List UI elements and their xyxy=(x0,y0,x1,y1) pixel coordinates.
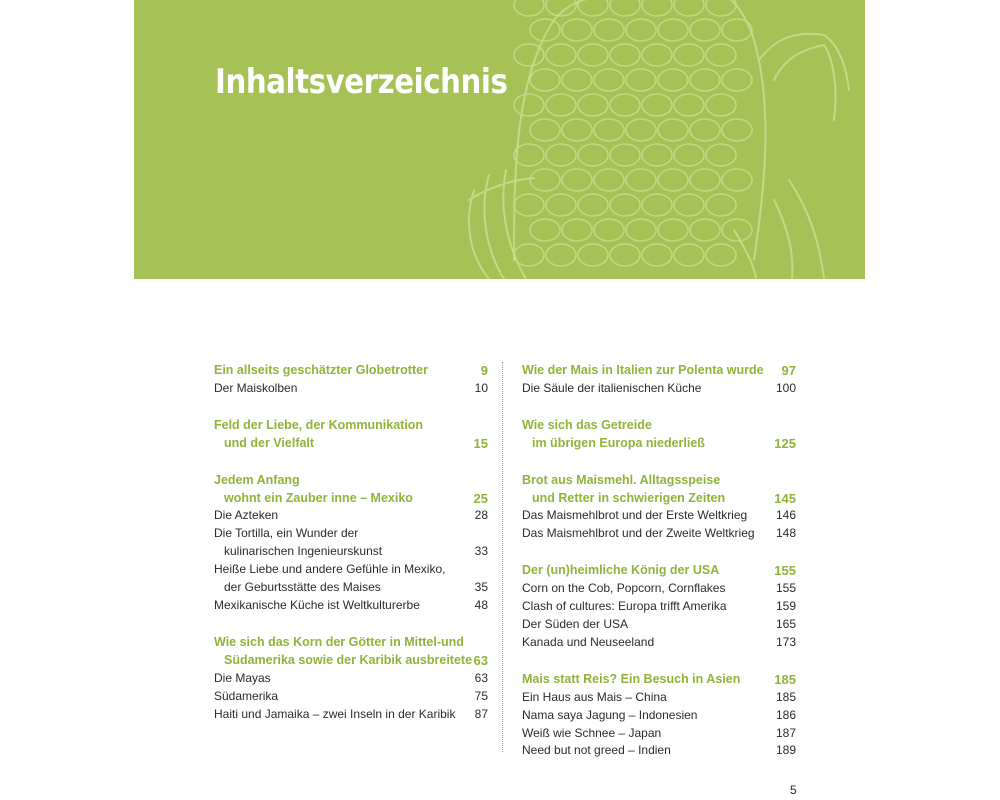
toc-entry xyxy=(522,507,796,525)
toc-entry xyxy=(522,689,796,707)
toc-page-number: 25 xyxy=(473,490,488,506)
header-banner xyxy=(134,0,865,279)
toc-page-number: 148 xyxy=(775,526,796,541)
toc-page-number: 75 xyxy=(474,688,488,703)
toc-entry-title: wohnt ein Zauber inne – Mexiko xyxy=(224,490,413,505)
toc-entry-title: Wie sich das Getreide xyxy=(522,417,652,432)
toc-page-number: 35 xyxy=(474,580,488,595)
toc-section xyxy=(522,362,796,398)
toc-page-number: 145 xyxy=(774,490,796,506)
toc-entry-title: Mexikanische Küche ist Weltkulturerbe xyxy=(214,597,420,612)
toc-entry xyxy=(214,706,488,724)
toc-page-number: 155 xyxy=(774,563,796,579)
page-title: Inhaltsverzeichnis xyxy=(215,62,508,102)
toc-entry-title: Das Maismehlbrot und der Erste Weltkrieg xyxy=(522,508,748,523)
toc-entry-title: Die Säule der italienischen Küche xyxy=(522,380,702,395)
toc-chapter-heading xyxy=(522,671,796,689)
toc-section xyxy=(522,472,796,544)
toc-entry-title: Clash of cultures: Europa trifft Amerika xyxy=(522,599,727,614)
toc-chapter-heading xyxy=(522,562,796,580)
toc-chapter-heading xyxy=(214,417,488,435)
toc-entry-title: im übrigen Europa niederließ xyxy=(532,435,705,450)
toc-entry-title: kulinarischen Ingenieurskunst xyxy=(224,544,383,559)
toc-section xyxy=(522,671,796,761)
toc-entry-title: Mais statt Reis? Ein Besuch in Asien xyxy=(522,671,741,686)
toc-entry xyxy=(214,597,488,615)
toc-entry-title: Das Maismehlbrot und der Zweite Weltkrieg xyxy=(522,526,755,541)
page-number: 5 xyxy=(790,783,797,797)
toc-entry-title: Südamerika xyxy=(214,688,279,703)
toc-entry xyxy=(214,670,488,688)
toc-chapter-heading xyxy=(214,634,488,652)
toc-entry-title: Südamerika sowie der Karibik ausbreitete xyxy=(224,652,473,667)
toc-entry xyxy=(214,543,488,561)
toc-entry-title: der Geburtsstätte des Maises xyxy=(224,580,381,595)
column-divider xyxy=(502,362,503,752)
toc-entry-title: Ein allseits geschätzter Globetrotter xyxy=(214,363,428,377)
toc-entry xyxy=(522,616,796,634)
toc-entry-title: Brot aus Maismehl. Alltagsspeise xyxy=(522,472,721,487)
toc-entry-title: und der Vielfalt xyxy=(224,435,315,450)
toc-entry-title: Der Maiskolben xyxy=(214,380,298,395)
toc-page-number: 87 xyxy=(474,706,488,721)
toc-entry xyxy=(522,634,796,652)
toc-entry-title: Die Mayas xyxy=(214,670,271,685)
toc-entry xyxy=(214,688,488,706)
toc-right-column xyxy=(522,362,796,779)
toc-page-number: 146 xyxy=(775,508,796,523)
toc-chapter-heading xyxy=(214,490,488,508)
toc-section xyxy=(522,562,796,652)
toc-page-number: 97 xyxy=(781,363,796,378)
toc-section xyxy=(214,634,488,724)
toc-chapter-heading xyxy=(522,362,796,380)
toc-entry-title: Die Tortilla, ein Wunder der xyxy=(214,526,359,541)
toc-page-number: 33 xyxy=(474,544,488,559)
toc-page-number: 187 xyxy=(775,725,796,740)
toc-entry-title: Corn on the Cob, Popcorn, Cornflakes xyxy=(522,581,726,596)
toc-entry-title: Die Azteken xyxy=(214,508,279,523)
toc-entry-title: Need but not greed – Indien xyxy=(522,743,671,758)
toc-entry-title: Feld der Liebe, der Kommunikation xyxy=(214,417,424,432)
toc-chapter-heading xyxy=(522,472,796,490)
toc-entry xyxy=(522,525,796,543)
toc-page-number: 185 xyxy=(775,689,796,704)
toc-page-number: 185 xyxy=(774,671,796,687)
toc-chapter-heading xyxy=(522,435,796,453)
toc-entry xyxy=(214,380,488,398)
toc-section xyxy=(522,417,796,453)
toc-page-number: 159 xyxy=(775,599,796,614)
toc-entry-title: und Retter in schwierigen Zeiten xyxy=(532,490,726,505)
toc-page-number: 100 xyxy=(775,380,796,395)
toc-chapter-heading xyxy=(214,652,488,670)
toc-page-number: 125 xyxy=(774,435,796,451)
toc-entry xyxy=(522,380,796,398)
toc-entry xyxy=(214,579,488,597)
toc-entry xyxy=(214,525,488,543)
toc-section xyxy=(214,472,488,615)
toc-page-number: 155 xyxy=(775,581,796,596)
corn-cob-icon xyxy=(134,0,865,279)
toc-entry xyxy=(214,561,488,579)
toc-page-number: 9 xyxy=(480,363,488,378)
toc-page-number: 173 xyxy=(775,634,796,649)
toc-entry-title: Wie sich das Korn der Götter in Mittel-und xyxy=(214,634,464,649)
toc-entry-title: Haiti und Jamaika – zwei Inseln in der Karibik xyxy=(214,706,456,721)
toc-entry-title: Jedem Anfang xyxy=(214,472,300,487)
toc-chapter-heading xyxy=(522,490,796,508)
toc-entry-title: Der Süden der USA xyxy=(522,616,629,631)
toc-entry xyxy=(214,507,488,525)
toc-entry-title: Wie der Mais in Italien zur Polenta wurde xyxy=(522,363,764,377)
toc-page-number: 48 xyxy=(474,597,488,612)
toc-entry-title: Der (un)heimliche König der USA xyxy=(522,563,720,578)
toc-entry-title: Nama saya Jagung – Indonesien xyxy=(522,707,698,722)
toc-page-number: 189 xyxy=(775,743,796,758)
toc-entry-title: Weiß wie Schnee – Japan xyxy=(522,725,662,740)
toc-entry-title: Ein Haus aus Mais – China xyxy=(522,689,667,704)
toc-entry-title: Heiße Liebe und andere Gefühle in Mexiko, xyxy=(214,562,446,577)
toc-page-number: 10 xyxy=(474,380,488,395)
toc-entry xyxy=(522,707,796,725)
toc-entry xyxy=(522,725,796,743)
toc-section xyxy=(214,417,488,453)
toc-page-number: 186 xyxy=(775,707,796,722)
toc-entry xyxy=(522,580,796,598)
toc-chapter-heading xyxy=(522,417,796,435)
toc-page-number: 63 xyxy=(474,670,488,685)
toc-page-number: 15 xyxy=(473,435,488,451)
toc-chapter-heading xyxy=(214,472,488,490)
toc-chapter-heading xyxy=(214,435,488,453)
toc-entry xyxy=(522,742,796,760)
toc-chapter-heading xyxy=(214,362,488,380)
toc-page-number: 63 xyxy=(473,652,488,668)
toc-entry xyxy=(522,598,796,616)
toc-page-number: 28 xyxy=(474,508,488,523)
toc-left-column xyxy=(214,362,488,742)
toc-page-number: 165 xyxy=(775,616,796,631)
toc-entry-title: Kanada und Neuseeland xyxy=(522,634,655,649)
toc-section xyxy=(214,362,488,398)
